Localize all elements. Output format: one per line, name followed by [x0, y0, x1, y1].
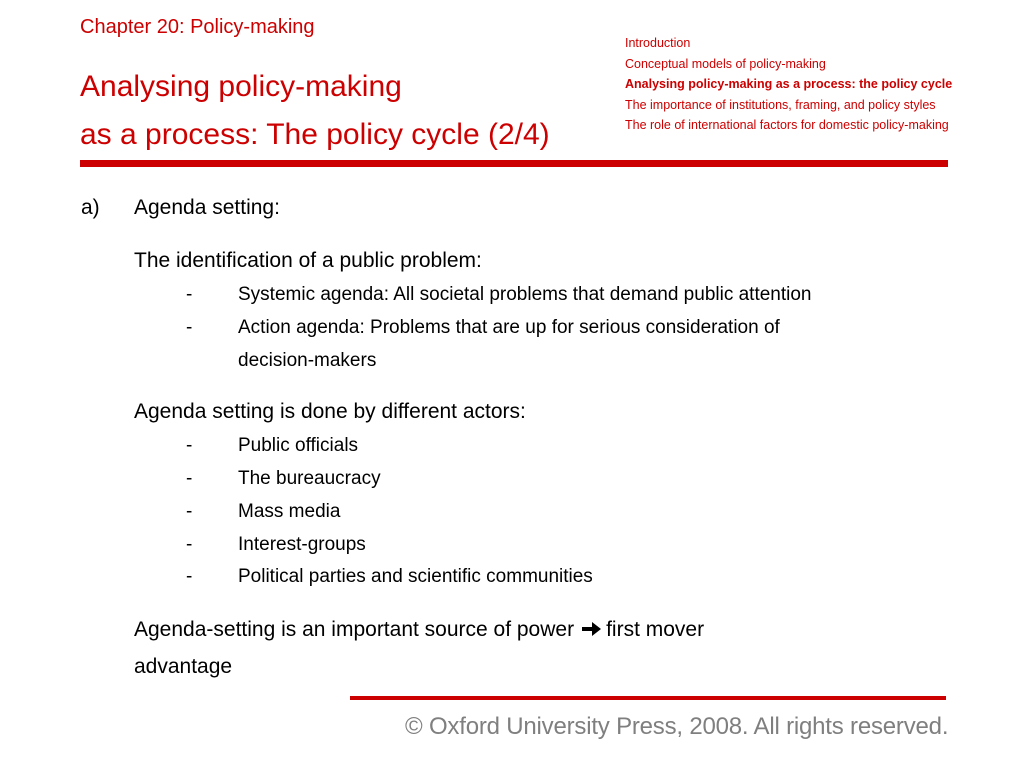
nav-item-conceptual-models[interactable]: Conceptual models of policy-making	[625, 56, 826, 71]
bullet-dash: -	[186, 435, 193, 456]
bullet-systemic-agenda: Systemic agenda: All societal problems that demand public attention	[238, 284, 812, 305]
bullet-dash: -	[186, 284, 193, 305]
header-divider	[80, 160, 948, 167]
bullet-dash: -	[186, 534, 193, 555]
chapter-label: Chapter 20: Policy-making	[80, 16, 315, 38]
bullet-dash: -	[186, 501, 193, 522]
nav-item-institutions[interactable]: The importance of institutions, framing, and policy styles	[625, 97, 936, 112]
nav-item-international-factors[interactable]: The role of international factors for domestic policy-making	[625, 118, 949, 133]
block3-line-1	[134, 618, 704, 642]
block2-heading: Agenda setting is done by different actors:	[134, 400, 526, 423]
bullet-mass-media: Mass media	[238, 501, 341, 522]
bullet-public-officials: Public officials	[238, 435, 359, 456]
slide-title-line-2: as a process: The policy cycle (2/4)	[80, 118, 550, 151]
footer-divider	[350, 696, 946, 700]
bullet-bureaucracy: The bureaucracy	[238, 468, 381, 489]
bullet-interest-groups: Interest-groups	[238, 534, 366, 555]
section-marker: a)	[81, 196, 100, 219]
block3-text-before-arrow: Agenda-setting is an important source of power	[134, 618, 575, 641]
bullet-dash: -	[186, 566, 193, 587]
nav-item-introduction[interactable]: Introduction	[625, 36, 691, 50]
slide-title-line-1: Analysing policy-making	[80, 70, 402, 103]
section-heading: Agenda setting:	[134, 196, 280, 219]
bullet-action-agenda: Action agenda: Problems that are up for serious consideration of	[238, 317, 780, 338]
bullet-dash: -	[186, 317, 193, 338]
bullet-dash: -	[186, 468, 193, 489]
copyright-footer: © Oxford University Press, 2008. All rights reserved.	[405, 713, 949, 740]
block1-heading: The identification of a public problem:	[134, 249, 482, 272]
slide-title	[80, 63, 550, 159]
block3-text-after-arrow: first mover	[606, 618, 705, 641]
section-navigation	[625, 33, 952, 136]
right-arrow-icon	[580, 621, 602, 637]
block3-line-2: advantage	[134, 655, 233, 678]
bullet-political-parties: Political parties and scientific communities	[238, 566, 593, 587]
bullet-action-agenda-continued: decision-makers	[238, 350, 377, 371]
nav-item-policy-cycle[interactable]: Analysing policy-making as a process: the policy cycle	[625, 77, 953, 92]
